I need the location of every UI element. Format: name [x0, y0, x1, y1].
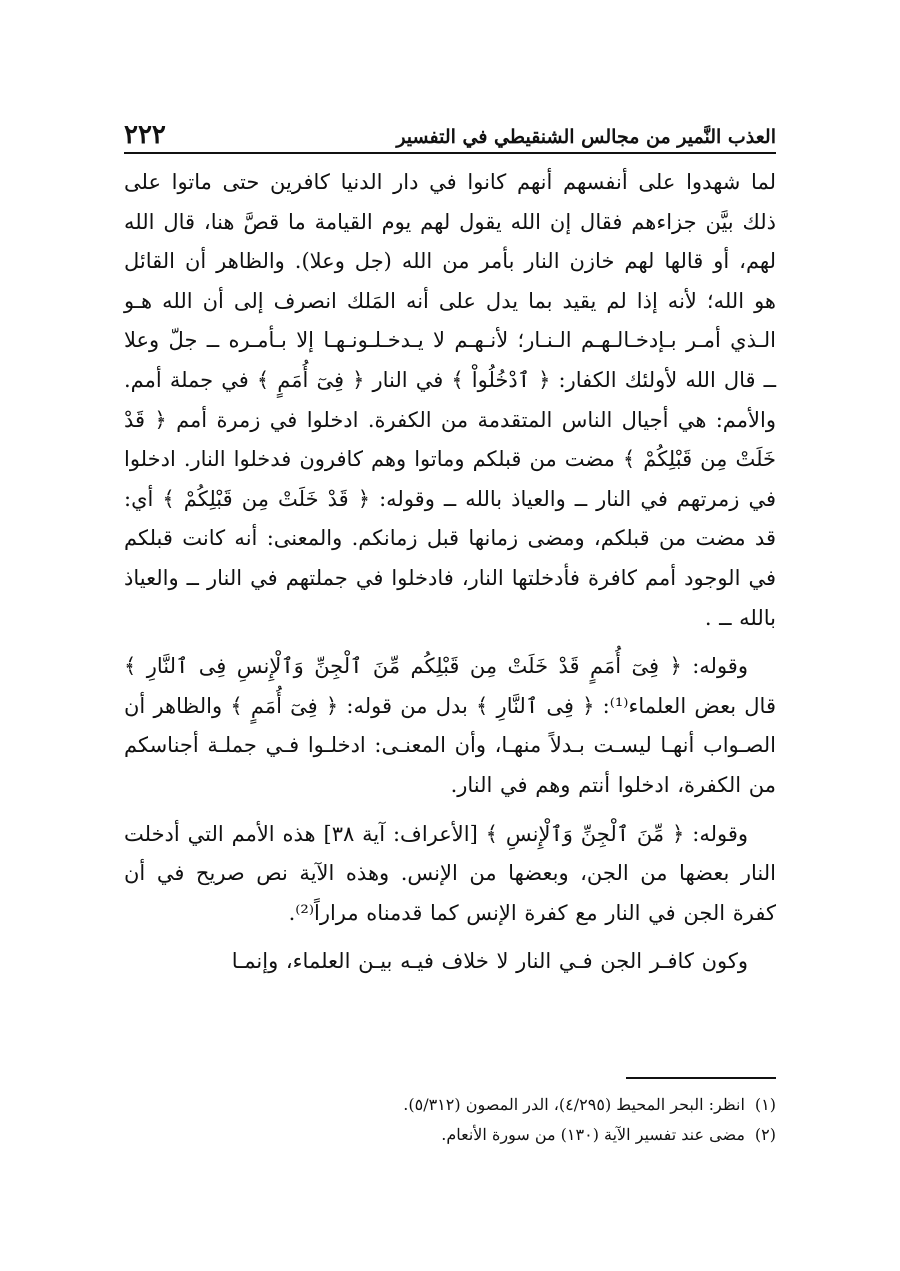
footnote-text: انظر: البحر المحيط (٤/٢٩٥)، الدر المصون (٥/٣١٢).	[403, 1095, 745, 1114]
running-title: العذب النَّمير من مجالس الشنقيطي في التفسير	[396, 126, 776, 148]
header-rule	[124, 152, 776, 154]
footnote-number: (١)	[754, 1095, 776, 1114]
paragraph: وكون كافـر الجن فـي النار لا خلاف فيـه بيـن العلماء، وإنمـا	[231, 949, 748, 974]
footnote-rule	[626, 1077, 776, 1079]
body-text	[124, 163, 776, 982]
paragraph: وقوله: ﴿ فِىٓ أُمَمٍ قَدْ خَلَتْ مِن قَبْلِكُم مِّنَ ٱلْجِنِّ وَٱلْإِنسِ فِى ٱلنَّارِ ﴾ قال بعض العلماء⁽¹⁾: ﴿ فِى ٱلنَّارِ ﴾ بدل من قوله: ﴿ فِىٓ أُمَمٍ ﴾ والظاهر أن الصـواب أنهـا ليسـت بـدلاً منهـا، وأن المعنـى: ادخلـوا فـي جملـة أجناسكم من الكفرة، ادخلوا أنتم وهم في النار.	[124, 654, 776, 797]
paragraph: لما شهدوا على أنفسهم أنهم كانوا في دار الدنيا كافرين حتى ماتوا على ذلك بيَّن جزاءهم فقال إن الله يقول لهم يوم القيامة ما قصَّ هنا، قال الله لهم، أو قالها لهم خازن النار بأمر من الله (جل وعلا). والظاهر أن القائل هو الله؛ لأنه إذا لم يقيد بما يدل على أنه المَلك انصرف إلى أن الله هـو الـذي أمـر بـإدخـالـهـم الـنـار؛ لأنـهـم لا يـدخـلـونـهـا إلا بـأمـره ــ جلّ وعلا ــ قال الله لأولئك الكفار: ﴿ ٱدْخُلُواْ ﴾ في النار ﴿ فِىٓ أُمَمٍ ﴾ في جملة أمم. والأمم: هي أجيال الناس المتقدمة من الكفرة. ادخلوا في زمرة أمم ﴿ قَدْ خَلَتْ مِن قَبْلِكُمْ ﴾ مضت من قبلكم وماتوا وهم كافرون فدخلوا النار. ادخلوا في زمرتهم في النار ــ والعياذ بالله ــ وقوله: ﴿ قَدْ خَلَتْ مِن قَبْلِكُمْ ﴾ أي: قد مضت من قبلكم، ومضى زمانها قبل زمانكم. والمعنى: أنه كانت قبلكم في الوجود أمم كافرة فأدخلتها النار، فادخلوا في جملتهم في النار ــ والعياذ بالله ــ .	[124, 170, 776, 630]
footnote-item	[124, 1120, 776, 1150]
book-page	[124, 0, 776, 1271]
footnotes	[124, 1090, 776, 1150]
paragraph: وقوله: ﴿ مِّنَ ٱلْجِنِّ وَٱلْإِنسِ ﴾ [الأعراف: آية ٣٨] هذه الأمم التي أدخلت النار بعضها من الجن، وبعضها من الإنس. وهذه الآية نص صريح في أن كفرة الجن في النار مع كفرة الإنس كما قدمناه مراراً⁽²⁾.	[124, 821, 776, 925]
page-header	[124, 108, 776, 148]
page-number: ٢٢٢	[124, 120, 166, 150]
footnote-number: (٢)	[754, 1125, 776, 1144]
footnote-text: مضى عند تفسير الآية (١٣٠) من سورة الأنعام.	[441, 1125, 745, 1144]
footnote-item	[124, 1090, 776, 1120]
